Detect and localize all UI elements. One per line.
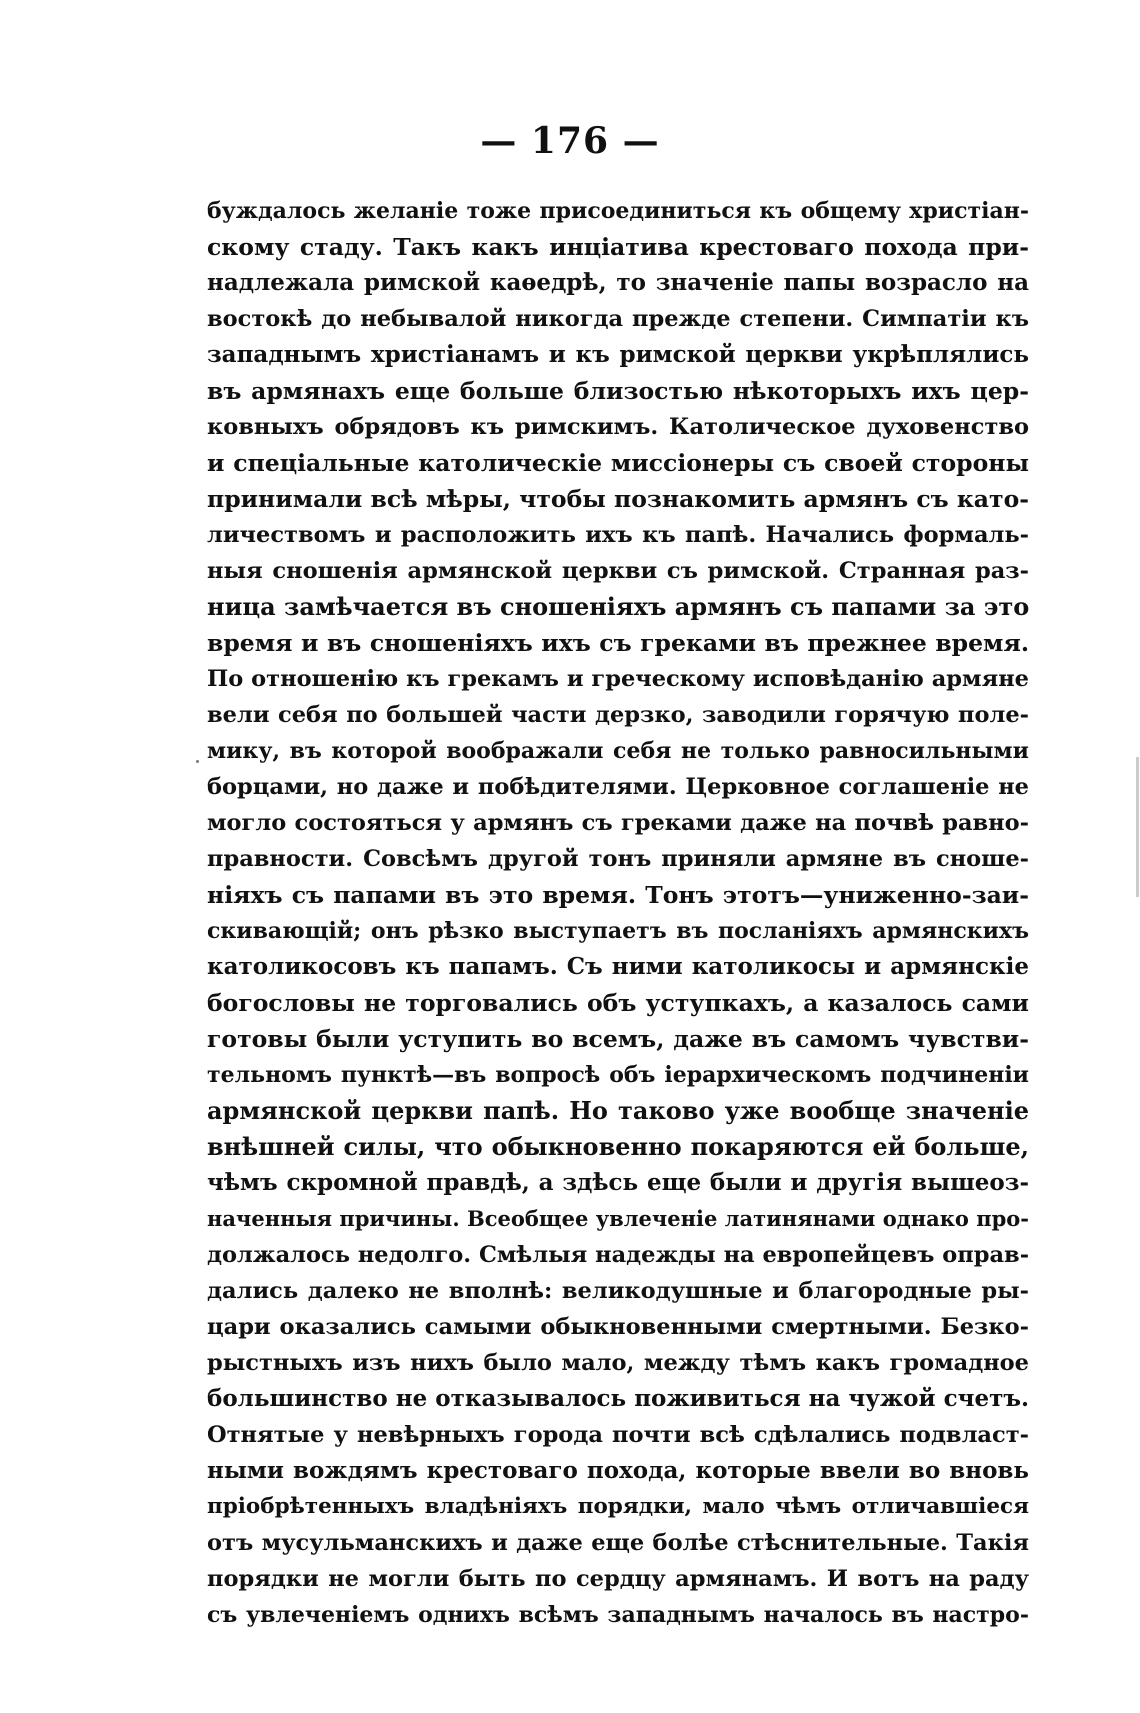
page-number: — 176 — [480,120,660,162]
text-line: время и въ сношеніяхъ ихъ съ греками въ прежнее время. [207,629,1029,657]
text-line: съ увлеченіемъ однихъ всѣмъ западнымъ началось въ настро- [207,1602,1029,1628]
text-line: ница замѣчается въ сношеніяхъ армянъ съ папами за это [207,592,1029,621]
text-line: пріобрѣтенныхъ владѣніяхъ порядки, мало чѣмъ отличавшіеся [207,1494,1029,1519]
text-line: тельномъ пунктѣ—въ вопросѣ объ іерархическомъ подчиненіи [207,1062,1029,1088]
text-line: должалось недолго. Смѣлыя надежды на европейцевъ оправ- [207,1242,1029,1268]
text-line: ными вождямъ крестоваго похода, которые ввели во вновь [207,1457,1029,1484]
body-text [207,193,1029,1633]
text-line: правности. Совсѣмъ другой тонъ приняли армяне въ сноше- [207,846,1029,872]
text-line: ныя сношенія армянской церкви съ римской. Странная раз- [207,558,1029,584]
text-line: Отнятые у невѣрныхъ города почти всѣ сдѣлались подвласт- [207,1422,1029,1448]
text-line: скому стаду. Такъ какъ инціатива крестоваго похода при- [207,233,1029,261]
text-line: богословы не торговались объ уступкахъ, а казалось сами [207,989,1029,1017]
text-line: ковныхъ обрядовъ къ римскимъ. Католическое духовенство [207,414,1029,440]
text-line: и спеціальные католическіе миссіонеры съ своей стороны [207,449,1029,477]
text-line: ніяхъ съ папами въ это время. Тонъ этотъ—униженно-заи- [207,881,1029,909]
text-line: внѣшней силы, что обыкновенно покаряются ей больше, [207,1132,1029,1161]
text-line: рыстныхъ изъ нихъ было мало, между тѣмъ какъ громадное [207,1350,1029,1376]
text-line: личествомъ и расположить ихъ къ папѣ. Начались формаль- [207,522,1029,548]
text-line: вели себя по большей части дерзко, заводили горячую поле- [207,702,1029,728]
text-line: принимали всѣ мѣры, чтобы познакомить армянъ съ като- [207,485,1029,513]
text-line: надлежала римской каѳедрѣ, то значеніе папы возрасло на [207,269,1029,296]
text-line: порядки не могли быть по сердцу армянамъ. И вотъ на раду [207,1566,1029,1592]
text-line: востокѣ до небывалой никогда прежде степени. Симпатіи къ [207,306,1029,332]
scan-edge-mark [1136,757,1139,897]
text-line: католикосовъ къ папамъ. Съ ними католикосы и армянскіе [207,953,1029,980]
text-line: скивающій; онъ рѣзко выступаетъ въ посланіяхъ армянскихъ [207,918,1029,944]
text-line: готовы были уступить во всемъ, даже въ самомъ чувстви- [207,1025,1029,1053]
text-line: наченныя причины. Всеобщее увлеченіе латинянами однако про- [207,1206,1029,1231]
text-line: По отношенію къ грекамъ и греческому исповѣданію армяне [207,666,1029,692]
text-line: армянской церкви папѣ. Но таково уже вообще значеніе [207,1096,1029,1125]
text-line: цари оказались самыми обыкновенными смертными. Безко- [207,1314,1029,1340]
margin-speck [196,760,199,763]
text-line: въ армянахъ еще больше близостью нѣкоторыхъ ихъ цер- [207,377,1029,405]
text-line: мику, въ которой воображали себя не только равносильными [207,738,1029,764]
text-line: отъ мусульманскихъ и даже еще болѣе стѣснительные. Такія [207,1530,1029,1556]
text-line: борцами, но даже и побѣдителями. Церковное соглашеніе не [207,774,1029,800]
text-line: западнымъ христіанамъ и къ римской церкви укрѣплялись [207,341,1029,368]
text-line: дались далеко не вполнѣ: великодушные и благородные ры- [207,1278,1029,1304]
text-line: большинство не отказывалось поживиться на чужой счетъ. [207,1385,1029,1412]
text-line: могло состояться у армянъ съ греками даже на почвѣ равно- [207,810,1029,836]
text-line: буждалось желаніе тоже присоединиться къ общему христіан- [207,198,1029,224]
text-line: чѣмъ скромной правдѣ, а здѣсь еще были и другія вышеоз- [207,1169,1029,1196]
